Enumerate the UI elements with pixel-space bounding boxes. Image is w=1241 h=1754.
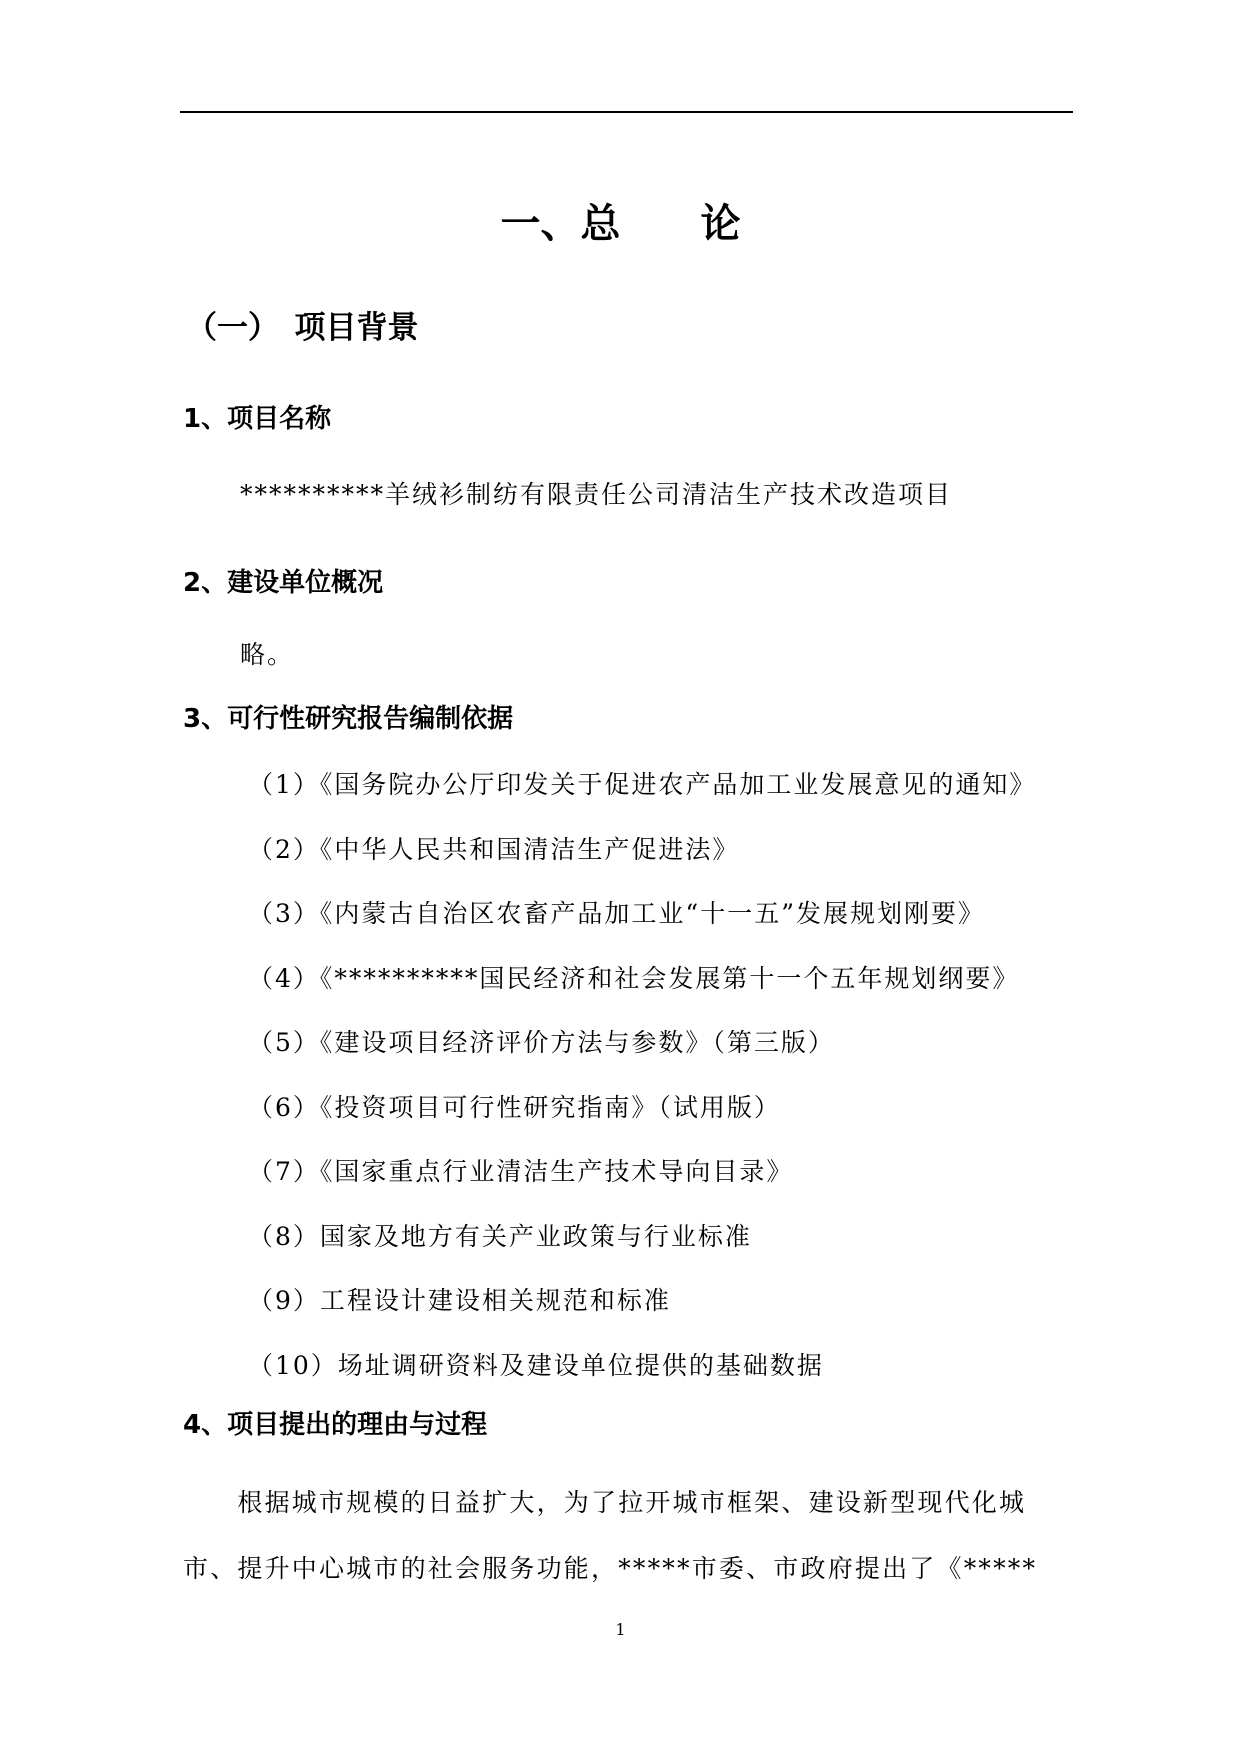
basis-list xyxy=(248,766,1036,1411)
list-item: （9）工程设计建设相关规范和标准 xyxy=(248,1286,671,1315)
heading-basis: 3、可行性研究报告编制依据 xyxy=(183,704,514,734)
heading-reasons: 4、项目提出的理由与过程 xyxy=(183,1410,488,1440)
section-title: （一） 项目背景 xyxy=(186,310,419,346)
reasons-paragraph xyxy=(183,1470,1073,1602)
page-number: 1 xyxy=(615,1620,626,1639)
list-item: （7）《国家重点行业清洁生产技术导向目录》 xyxy=(248,1157,794,1186)
unit-overview-text: 略。 xyxy=(240,640,295,669)
project-name-text: **********羊绒衫制纺有限责任公司清洁生产技术改造项目 xyxy=(240,480,953,509)
list-item: （4）《**********国民经济和社会发展第十一个五年规划纲要》 xyxy=(248,963,1020,993)
list-item: （5）《建设项目经济评价方法与参数》（第三版） xyxy=(248,1028,835,1057)
list-item: （3）《内蒙古自治区农畜产品加工业“十一五”发展规划刚要》 xyxy=(248,899,985,928)
list-item: （6）《投资项目可行性研究指南》（试用版） xyxy=(248,1092,781,1122)
paragraph-line: 市、提升中心城市的社会服务功能，*****市委、市政府提出了《***** xyxy=(183,1554,1038,1583)
list-item: （8）国家及地方有关产业政策与行业标准 xyxy=(248,1221,752,1251)
heading-unit-overview: 2、建设单位概况 xyxy=(183,568,384,598)
chapter-title: 一、总 论 xyxy=(500,201,741,247)
heading-project-name: 1、项目名称 xyxy=(183,404,332,434)
list-item: （2）《中华人民共和国清洁生产促进法》 xyxy=(248,834,740,864)
paragraph-line: 根据城市规模的日益扩大，为了拉开城市框架、建设新型现代化城 xyxy=(183,1488,1027,1517)
header-rule xyxy=(180,111,1073,113)
list-item: （10）场址调研资料及建设单位提供的基础数据 xyxy=(248,1350,824,1380)
list-item: （1）《国务院办公厅印发关于促进农产品加工业发展意见的通知》 xyxy=(248,770,1037,799)
